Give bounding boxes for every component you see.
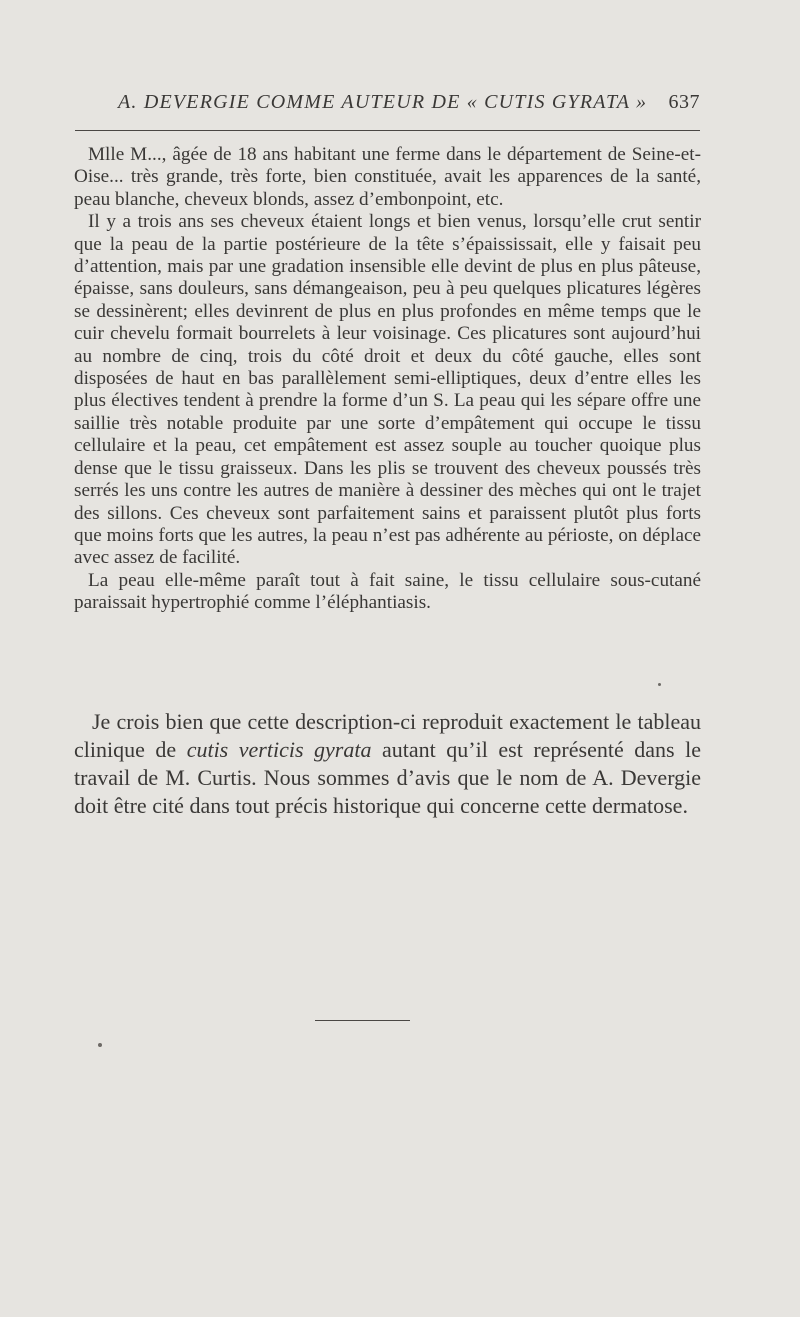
running-title: A. DEVERGIE COMME AUTEUR DE « CUTIS GYRATA » — [118, 91, 648, 113]
header-rule — [75, 130, 700, 131]
commentary-text-start: Je crois bien que cette description-ci reproduit exactement le tableau clinique de — [74, 709, 701, 762]
page-number: 637 — [668, 91, 700, 113]
end-rule — [315, 1020, 410, 1021]
case-report — [74, 144, 701, 615]
case-paragraph-3: La peau elle-même paraît tout à fait saine, le tissu cellulaire sous-cutané paraissait hypertrophié comme l’éléphantiasis. — [74, 569, 701, 614]
paper-speck — [98, 1043, 102, 1047]
paper-speck — [658, 683, 661, 686]
case-paragraph-1: Mlle M..., âgée de 18 ans habitant une ferme dans le département de Seine-et-Oise... très grande, très forte, bien constituée, avait les apparences de la santé, peau blanche, cheveux blonds, assez d’embonpoint, etc. — [74, 144, 701, 210]
commentary-emphasis: cutis verticis gyrata — [186, 737, 372, 762]
commentary-text-end: autant qu’il est représenté dans le travail de M. Curtis. Nous sommes d’avis que le nom de A. Devergie doit être cité dans tout précis historique qui concerne cette dermatose. — [74, 737, 701, 818]
running-head — [110, 91, 700, 121]
case-paragraph-2: Il y a trois ans ses cheveux étaient longs et bien venus, lorsqu’elle crut sentir que la peau de la partie postérieure de la tête s’épaississait, elle y faisait peu d’attention, mais par une gradation insensible elle devint de plus en plus pâteuse, épaisse, sans douleurs, sans démangeaison, peu à peu quelques plicatures légères se dessinèrent; elles devinrent de plus en plus profondes en même temps que le cuir chevelu formait bourrelets à leur voisinage. Ces plicatures sont aujourd’hui au nombre de cinq, trois du côté droit et deux du côté gauche, elles sont disposées de haut en bas parallèlement semi-elliptiques, deux d’entre elles les plus électives tendent à prendre la forme d’un S. La peau qui les sépare offre une saillie très notable produite par une sorte d’empâtement qui occupe le tissu cellulaire et la peau, cet empâtement est assez souple au toucher quoique plus dense que le tissu graisseux. Dans les plis se trouvent des cheveux poussés très serrés les uns contre les autres de manière à dessiner des mèches qui ont le trajet des sillons. Ces cheveux sont parfaitement sains et paraissent plutôt plus forts que moins forts que les autres, la peau n’est pas adhérente au périoste, on déplace avec assez de facilité. — [74, 211, 701, 569]
commentary-paragraph — [74, 708, 701, 820]
